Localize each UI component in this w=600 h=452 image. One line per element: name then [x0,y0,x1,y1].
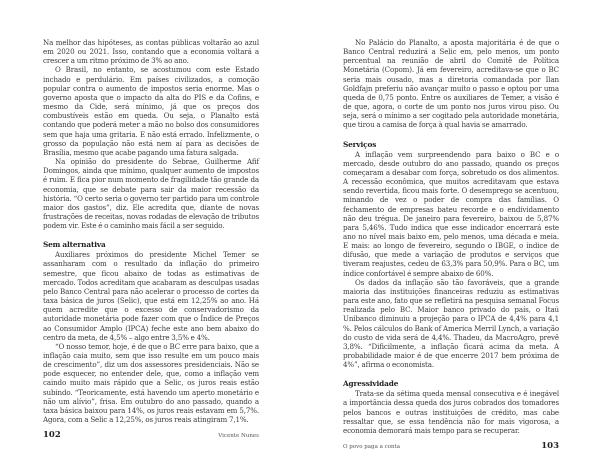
paragraph: A inflação vem surpreendendo para baixo o BC e o mercado, desde outubro do ano passado, quando os preços começaram a desabar com força, sobretudo os dos alimentos. A recessão econômica, que muitos acreditavam que estava sendo revertida, ficou mais forte. O desemprego se acentuou, minando de vez o poder de compra das famílias. O fechamento de empresas bateu recorde e o endividamento não deu trégua. De janeiro para fevereiro, baixou de 5,87% para 5,46%. Tudo indica que esse indicador encerrará este ano no nível mais baixo em, pelo menos, uma década e meia. E mais: ao longo de fevereiro, segundo o IBGE, o índice de difusão, que mede a variação de produtos e serviços que tiveram reajustes, cedeu de 63,3% para 50,9%. Para o BC, um índice confortável é sempre abaixo de 60%. [343,149,559,278]
paragraph: Na melhor das hipóteses, as contas públicas voltarão ao azul em 2020 ou 2021. Isso, contando que a economia voltará a crescer a um ritmo próximo de 3% ao ano. [43,38,259,66]
section-heading: Sem alternativa [43,240,106,250]
section-heading: Serviços [343,139,377,149]
paragraph: Na opinião do presidente do Sebrae, Guilherme Afif Domingos, ainda que mínimo, qualquer aumento de impostos é ruim. E fica pior num momento de fragilidade tão grande da economia, que se debate para sair da maior recessão da história. “O certo seria o governo ter partido para um controle maior dos gastos”, diz. Ele acredita que, diante de novas frustrações de receitas, novas rodadas de elevação de tributos podem vir. Este é o caminho mais fácil a ser seguido. [43,157,259,231]
left-page [43,38,259,441]
page-number: 103 [541,441,559,452]
paragraph: No Palácio do Planalto, a aposta majoritária é de que o Banco Central reduzirá a Selic em, pelo menos, um ponto percentual na reunião de abril do Comitê de Política Monetária (Copom). Já em fevereiro, acreditava-se que o BC seria mais ousado, mas a diretoria comandada por Ilan Goldfajn preferiu não avançar muito o passo e optou por uma queda de 0,75 ponto. Entre os auxiliares de Temer, a visão é de que, agora, o corte de um ponto nos juros virou piso. Ou seja, será o mínimo a ser cogitado pela autoridade monetária, que tirou a camisa de força à qual havia se amarrado. [343,38,559,130]
left-page-body [43,38,259,424]
paragraph: Trata-se da sétima queda mensal consecutiva e é inegável a importância dessa queda dos juros cobrados dos tomadores pelos bancos e outras instituições de crédito, mas cabe ressaltar que, se essa tendência não for mais vigorosa, a economia demorará mais tempo para se recuperar. [343,389,559,435]
section-heading: Agressividade [343,379,399,389]
running-footer-author: Vicente Nunes [218,433,259,440]
page-number: 102 [43,430,61,441]
left-page-footer [43,430,259,441]
paragraph: Auxiliares próximos do presidente Michel Temer se assanharam com o resultado da inflação do primeiro semestre, que ficou abaixo de todas as estimativas de mercado. Todos acreditam que acabaram as desculpas usadas pelo Banco Central para não acelerar o processo de cortes da taxa básica de juros (Selic), que está em 12,25% ao ano. Há quem acredite que o excesso de conservadorismo da autoridade monetária pode fazer com que o Índice de Preços ao Consumidor Amplo (IPCA) feche este ano bem abaixo do centro da meta, de 4,5% – algo entre 3,5% e 4%. [43,250,259,342]
paragraph: “O nosso temor, hoje, é de que o BC erre para baixo, que a inflação caia muito, sem que isso resulte em um pouco mais de crescimento”, diz um dos assessores presidenciais. Não se pode esquecer, no entender dele, que, como a inflação vem caindo muito mais rápido que a Selic, os juros reais estão subindo. “Teoricamente, está havendo um aperto monetário e não um alívio”, frisa. Em outubro do ano passado, quando a taxa básica baixou para 14%, os juros reais estavam em 5,7%. Agora, com a Selic a 12,25%, os juros reais atingiram 7,1%. [43,341,259,425]
running-footer-title: O povo paga a conta [343,444,401,451]
right-page-footer [343,441,559,452]
paragraph: O Brasil, no entanto, se acostumou com este Estado inchado e perdulário. Em países civilizados, a comoção popular contra o aumento de impostos seria enorme. Mas o governo aposta que o impacto da alta do PIS e da Cofins, e mesmo da Cide, será mínimo, já que os preços dos combustíveis estão em queda. Ou seja, o Planalto está contando que poderá meter a mão no bolso dos consumidores sem que haja uma gritaria. E não está errado. Infelizmente, o grosso da população não está nem aí para as decisões de Brasília, mesmo que acabe pagando uma fatura salgada. [43,65,259,157]
right-page-body [343,38,559,435]
paragraph: Os dados da inflação são tão favoráveis, que a grande maioria das instituições financeiras reduziu as estimativas para este ano, fato que se refletirá na pesquisa semanal Focus realizada pelo BC. Maior banco privado do país, o Itaú Unibanco diminuiu a projeção para o IPCA de 4,4% para 4,1 %. Pelos cálculos do Bank of America Merril Lynch, a variação do custo de vida será de 4,4%. Thadeu, da MacroAgro, prevê 3,8%. “Dificilmente, a inflação ficará acima da meta. A probabilidade maior é de que encerre 2017 bem próxima de 4%”, afirma o economista. [343,277,559,370]
right-page [343,38,559,452]
